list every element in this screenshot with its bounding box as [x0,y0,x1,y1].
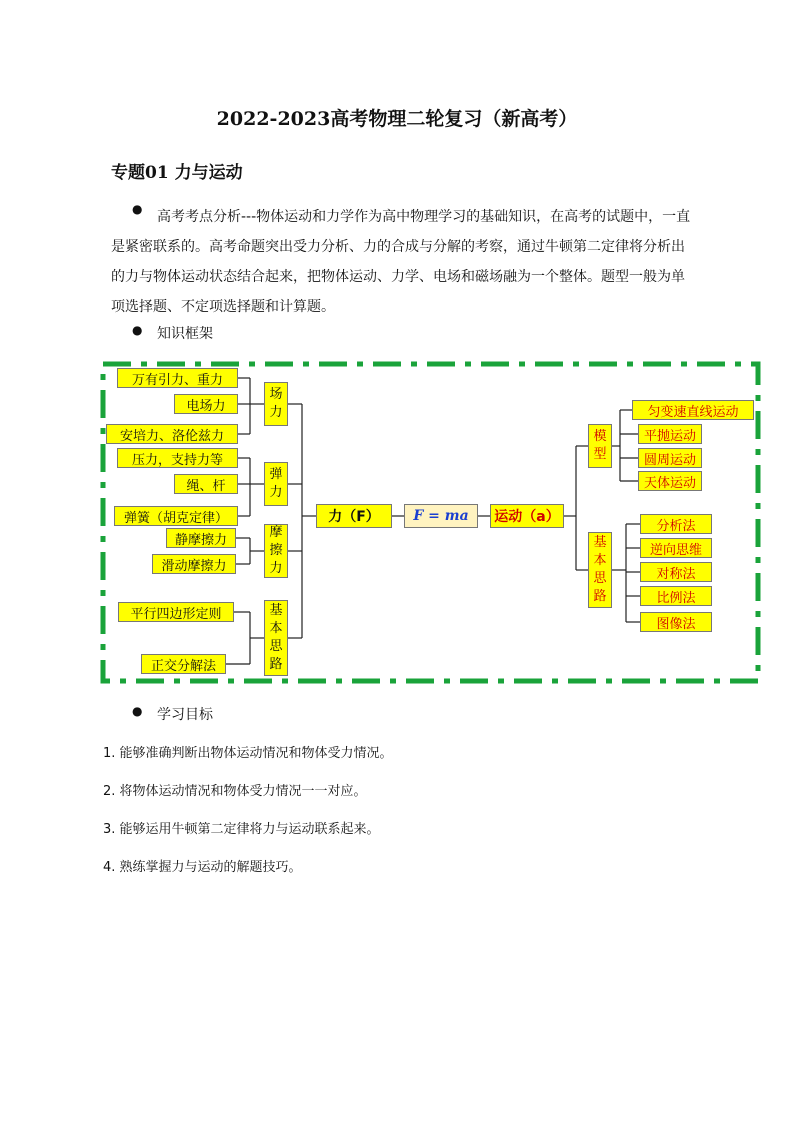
center-force: 力（F） [316,504,392,528]
analysis-paragraph: 高考考点分析---物体运动和力学作为高中物理学习的基础知识，在高考的试题中，一直是紧密联系的。高考命题突出受力分析、力的合成与分解的考察，通过牛顿第二定律将分析出的力与物体运动状态结合起来，把物体运动、力学、电场和磁场融为一个整体。题型一般为单项选择题、不定项选择题和计算题。 [111,209,691,315]
group-field-force: 场 力 [264,382,288,426]
group-basic-approach-left: 基 本 思 路 [264,600,288,676]
item-rope-rod: 绳、杆 [174,474,238,494]
center-motion: 运动（a） [490,504,564,528]
method-graph: 图像法 [640,612,712,632]
item-ampere-lorentz: 安培力、洛伦兹力 [106,424,238,444]
item-gravity: 万有引力、重力 [117,368,238,388]
model-celestial: 天体运动 [638,471,702,491]
framework-label: 知识框架 [157,326,213,342]
goals-label: 学习目标 [157,707,213,723]
goal-item: 2. 将物体运动情况和物体受力情况一一对应。 [103,784,367,799]
goal-item: 4. 熟练掌握力与运动的解题技巧。 [103,860,302,875]
model-uniform-accel: 匀变速直线运动 [632,400,754,420]
group-models: 模 型 [588,424,612,468]
group-friction: 摩 擦 力 [264,524,288,578]
group-basic-approach-right: 基 本 思 路 [588,532,612,608]
bullet-icon: ● [132,323,143,337]
bullet-icon: ● [132,202,143,216]
model-circular: 圆周运动 [638,448,702,468]
item-sliding-friction: 滑动摩擦力 [152,554,236,574]
bullet-icon: ● [132,704,143,718]
item-parallelogram: 平行四边形定则 [118,602,234,622]
item-normal-force: 压力，支持力等 [117,448,238,468]
group-elastic-force: 弹 力 [264,462,288,506]
method-symmetry: 对称法 [640,562,712,582]
model-projectile: 平抛运动 [638,424,702,444]
topic-heading: 专题01 力与运动 [111,163,243,183]
item-electric-force: 电场力 [174,394,238,414]
item-spring: 弹簧（胡克定律） [114,506,238,526]
goal-item: 1. 能够准确判断出物体运动情况和物体受力情况。 [103,746,393,761]
center-formula: F = ma [404,504,478,528]
method-proportion: 比例法 [640,586,712,606]
method-analysis: 分析法 [640,514,712,534]
method-reverse-thinking: 逆向思维 [640,538,712,558]
item-orthogonal: 正交分解法 [141,654,226,674]
document-title: 2022-2023高考物理二轮复习（新高考） [216,108,578,130]
goal-item: 3. 能够运用牛顿第二定律将力与运动联系起来。 [103,822,380,837]
item-static-friction: 静摩擦力 [166,528,236,548]
